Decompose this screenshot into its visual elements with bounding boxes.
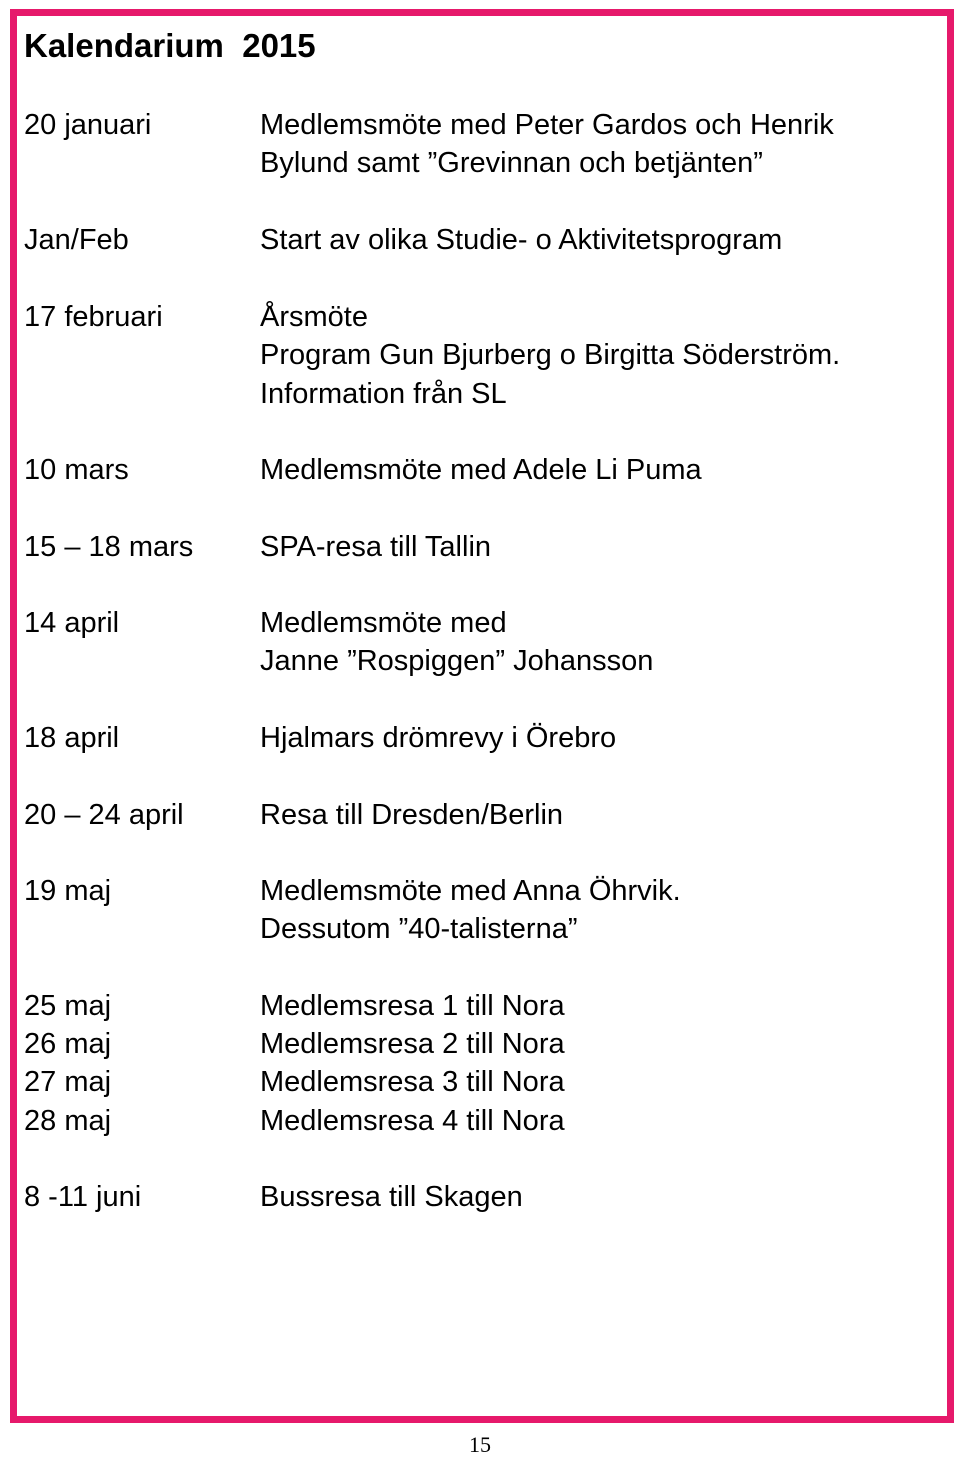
entry-date: 25 maj (24, 990, 112, 1022)
entry-description (260, 796, 563, 834)
entry-date: 10 mars (24, 454, 129, 486)
entry-line: Start av olika Studie- o Aktivitetsprogram (260, 224, 783, 256)
entry-line: Medlemsresa 2 till Nora (260, 1028, 565, 1060)
entry-description (260, 528, 491, 566)
entry-date: 20 januari (24, 109, 152, 141)
entry-description (260, 1063, 565, 1101)
entry-line: Medlemsresa 4 till Nora (260, 1105, 565, 1137)
entry-line: Medlemsmöte med Peter Gardos och Henrik (260, 109, 834, 141)
entry-description (260, 719, 616, 757)
entry-line: Information från SL (260, 377, 507, 410)
entry-description (260, 221, 782, 259)
entry-date: 17 februari (24, 301, 163, 333)
entry-description (260, 872, 681, 949)
entry-line: Program Gun Bjurberg o Birgitta Söderström. (260, 339, 841, 372)
entry-date: 15 – 18 mars (24, 531, 194, 563)
entry-line: Medlemsmöte med (260, 607, 507, 639)
entry-line: Resa till Dresden/Berlin (260, 799, 564, 831)
entry-line: Medlemsresa 1 till Nora (260, 990, 565, 1022)
entry-line: Medlemsmöte med Anna Öhrvik. (260, 875, 681, 907)
entry-date: 19 maj (24, 875, 112, 907)
entry-line: Janne ”Rospiggen” Johansson (260, 645, 654, 678)
entry-date: 20 – 24 april (24, 799, 184, 831)
entry-line: Bylund samt ”Grevinnan och betjänten” (260, 147, 763, 180)
entry-date: 27 maj (24, 1066, 112, 1098)
page-title: Kalendarium 2015 (24, 27, 316, 64)
entry-date: Jan/Feb (24, 224, 129, 256)
entry-line: Medlemsmöte med Adele Li Puma (260, 454, 702, 486)
entry-description (260, 1025, 565, 1063)
entry-line: Hjalmars drömrevy i Örebro (260, 722, 617, 754)
entry-line: Bussresa till Skagen (260, 1181, 523, 1213)
entry-date: 8 -11 juni (24, 1181, 142, 1213)
entry-date: 28 maj (24, 1105, 112, 1137)
entry-description (260, 604, 653, 681)
entry-date: 26 maj (24, 1028, 112, 1060)
entry-date: 14 april (24, 607, 120, 639)
entry-description (260, 298, 840, 413)
entry-description (260, 451, 702, 489)
entry-description (260, 987, 565, 1025)
page-number: 15 (469, 1432, 491, 1457)
entry-description (260, 106, 834, 183)
entry-line: Dessutom ”40-talisterna” (260, 913, 578, 946)
entry-line: Årsmöte (260, 301, 368, 333)
entry-description (260, 1178, 523, 1216)
entry-date: 18 april (24, 722, 120, 754)
entry-description (260, 1102, 565, 1140)
entry-line: SPA-resa till Tallin (260, 531, 492, 563)
entry-line: Medlemsresa 3 till Nora (260, 1066, 565, 1098)
